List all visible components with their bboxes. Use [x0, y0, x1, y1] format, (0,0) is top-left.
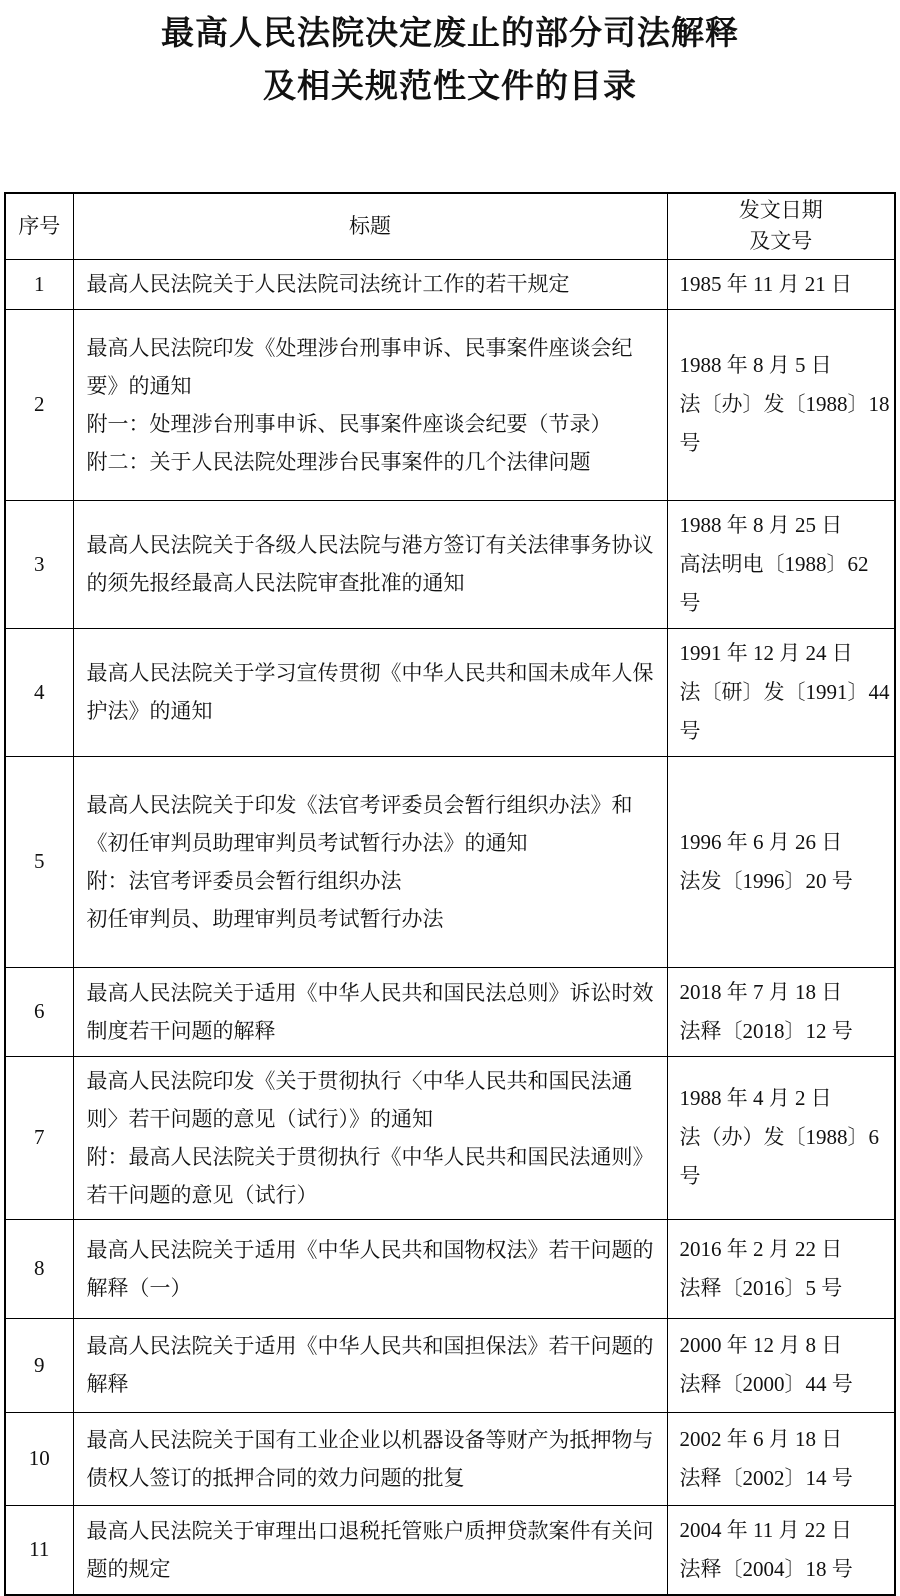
title-line: 最高人民法院关于人民法院司法统计工作的若干规定: [86, 272, 570, 296]
date-line: 法发〔1996〕20 号: [679, 868, 853, 893]
row-title-cell: [73, 500, 667, 628]
row-date-cell: [667, 1219, 895, 1318]
row-date-cell: [667, 259, 895, 309]
title-line: 附：最高人民法院关于贯彻执行《中华人民共和国民法通则》若干问题的意见（试行）: [86, 1144, 654, 1207]
date-line: 1988 年 4 月 2 日: [679, 1086, 832, 1110]
date-line: 高法明电〔1988〕62 号: [679, 551, 869, 615]
row-title-cell: [73, 259, 667, 309]
page-title-line1: 最高人民法院决定废止的部分司法解释: [161, 14, 739, 51]
title-line: 附一：处理涉台刑事申诉、民事案件座谈会纪要（节录）: [86, 411, 612, 436]
table-row: [5, 309, 895, 500]
title-line: 最高人民法院关于学习宣传贯彻《中华人民共和国未成年人保护法》的通知: [86, 661, 654, 723]
row-number-cell: 2: [5, 309, 73, 500]
row-number-cell: 9: [5, 1318, 73, 1412]
row-number-cell: 7: [5, 1056, 73, 1219]
table-row: [5, 1056, 895, 1219]
row-title-cell: [73, 1505, 667, 1595]
table-row: [5, 1318, 895, 1412]
title-line: 最高人民法院关于各级人民法院与港方签订有关法律事务协议的须先报经最高人民法院审查批准的通知: [86, 533, 654, 595]
title-line: 附：法官考评委员会暂行组织办法: [86, 868, 402, 893]
date-line: 2018 年 7 月 18 日: [679, 979, 843, 1004]
table-row: [5, 967, 895, 1056]
date-line: 2004 年 11 月 22 日: [679, 1517, 852, 1542]
column-header-title: 标题: [73, 193, 667, 259]
date-line: 2002 年 6 月 18 日: [679, 1426, 843, 1451]
date-line: 1996 年 6 月 26 日: [679, 829, 843, 854]
date-line: 1988 年 8 月 5 日: [679, 353, 832, 377]
row-date-cell: [667, 967, 895, 1056]
table-row: [5, 500, 895, 628]
title-line: 最高人民法院印发《处理涉台刑事申诉、民事案件座谈会纪要》的通知: [86, 335, 633, 398]
row-date-cell: [667, 1412, 895, 1505]
row-title-cell: [73, 309, 667, 500]
table-row: [5, 756, 895, 967]
date-line: 1991 年 12 月 24 日: [679, 640, 853, 665]
row-number-cell: 8: [5, 1219, 73, 1318]
row-date-cell: [667, 309, 895, 500]
page-title-line2: 及相关规范性文件的目录: [263, 67, 637, 104]
row-date-cell: [667, 628, 895, 756]
row-number-cell: 11: [5, 1505, 73, 1595]
table-row: [5, 628, 895, 756]
date-line: 1988 年 8 月 25 日: [679, 512, 843, 537]
row-number-cell: 6: [5, 967, 73, 1056]
title-line: 最高人民法院印发《关于贯彻执行〈中华人民共和国民法通则〉若干问题的意见（试行）》的通知: [86, 1068, 633, 1131]
date-line: 法释〔2004〕18 号: [679, 1556, 853, 1581]
document-page: [0, 6, 900, 1596]
row-number-cell: 4: [5, 628, 73, 756]
row-title-cell: [73, 1056, 667, 1219]
table-row: [5, 259, 895, 309]
date-line: 法释〔2018〕12 号: [679, 1018, 853, 1043]
column-header-no: 序号: [5, 193, 73, 259]
title-line: 最高人民法院关于国有工业企业以机器设备等财产为抵押物与债权人签订的抵押合同的效力问题的批复: [86, 1427, 654, 1490]
row-title-cell: [73, 1412, 667, 1505]
date-line: 法释〔2002〕14 号: [679, 1465, 853, 1490]
title-line: 附二：关于人民法院处理涉台民事案件的几个法律问题: [86, 449, 591, 474]
date-line: 法〔办〕发〔1988〕18 号: [679, 392, 890, 455]
date-line: 法〔研〕发〔1991〕44 号: [679, 679, 890, 743]
date-line: 2000 年 12 月 8 日: [679, 1333, 843, 1357]
title-line: 最高人民法院关于审理出口退税托管账户质押贷款案件有关问题的规定: [86, 1518, 654, 1581]
row-title-cell: [73, 628, 667, 756]
row-title-cell: [73, 1219, 667, 1318]
table-row: [5, 1412, 895, 1505]
date-line: 法（办）发〔1988〕6 号: [679, 1125, 879, 1188]
date-line: 2016 年 2 月 22 日: [679, 1236, 843, 1261]
row-date-cell: [667, 756, 895, 967]
title-line: 初任审判员、助理审判员考试暂行办法: [86, 906, 444, 931]
column-header-date-line2: 及文号: [749, 229, 813, 254]
row-date-cell: [667, 500, 895, 628]
row-number-cell: 1: [5, 259, 73, 309]
title-line: 最高人民法院关于印发《法官考评委员会暂行组织办法》和《初任审判员助理审判员考试暂行办法》的通知: [86, 792, 633, 855]
table-row: [5, 1505, 895, 1595]
row-title-cell: [73, 967, 667, 1056]
table-header-row: [5, 193, 895, 259]
row-number-cell: 5: [5, 756, 73, 967]
title-line: 最高人民法院关于适用《中华人民共和国担保法》若干问题的解释: [86, 1334, 654, 1396]
row-title-cell: [73, 1318, 667, 1412]
date-line: 法释〔2016〕5 号: [679, 1275, 843, 1300]
row-number-cell: 10: [5, 1412, 73, 1505]
title-line: 最高人民法院关于适用《中华人民共和国民法总则》诉讼时效制度若干问题的解释: [86, 980, 654, 1043]
row-date-cell: [667, 1318, 895, 1412]
row-date-cell: [667, 1505, 895, 1595]
date-line: 法释〔2000〕44 号: [679, 1372, 853, 1396]
title-line: 最高人民法院关于适用《中华人民共和国物权法》若干问题的解释（一）: [86, 1237, 654, 1300]
row-title-cell: [73, 756, 667, 967]
row-number-cell: 3: [5, 500, 73, 628]
page-title: [0, 6, 900, 112]
table-row: [5, 1219, 895, 1318]
date-line: 1985 年 11 月 21 日: [679, 271, 852, 296]
column-header-date-line1: 发文日期: [738, 198, 823, 223]
catalog-table: [4, 192, 896, 1596]
row-date-cell: [667, 1056, 895, 1219]
column-header-date: [667, 193, 895, 259]
